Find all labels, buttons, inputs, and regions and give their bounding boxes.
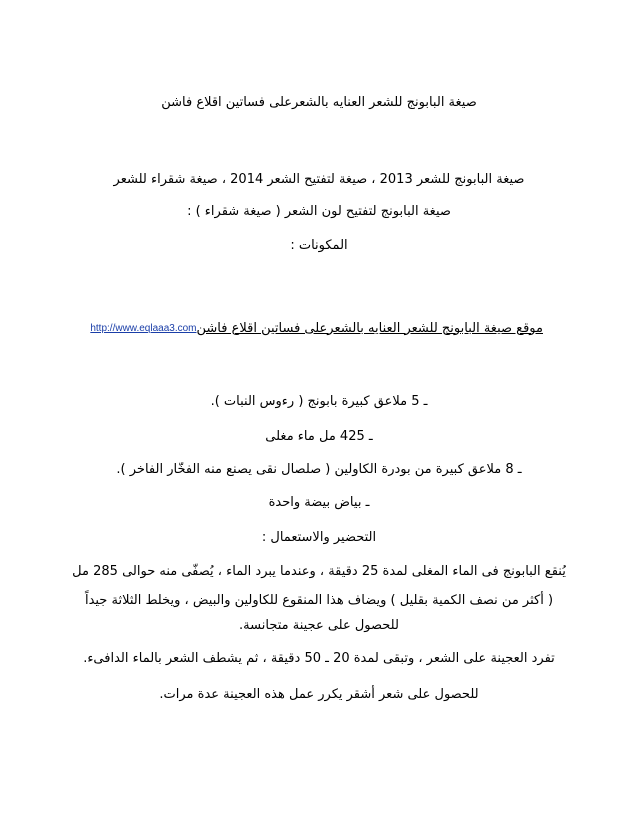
site-link-url[interactable]: http://www.eqlaaa3.com	[90, 322, 197, 334]
site-link-title[interactable]: موقع صيغة البابونج للشعر العنايه بالشعرعلى فساتين اقلاع فاشن	[196, 320, 543, 336]
preparation-step: للحصول على شعر أشقر يكرر عمل هذه العجينة عدة مرات.	[159, 687, 479, 702]
ingredients-heading: المكونات :	[290, 238, 348, 253]
ingredient-item: ـ بياض بيضة واحدة	[268, 495, 370, 510]
preparation-step: ( أكثر من نصف الكمية بقليل ) ويضاف هذا المنقوع للكاولين والبيض ، ويخلط الثلاثة جيداً	[84, 593, 554, 608]
document-subtitle: صيغة البابونج للشعر 2013 ، صيغة لتفتيح الشعر 2014 ، صيغة شقراء للشعر	[113, 172, 525, 187]
ingredient-item: ـ 425 مل ماء مغلى	[265, 429, 373, 444]
preparation-step: تفرد العجينة على الشعر ، وتبقى لمدة 20 ـ 50 دقيقة ، ثم يشطف الشعر بالماء الدافىء.	[83, 651, 555, 666]
ingredient-item: ـ 5 ملاعق كبيرة بابونج ( رءوس النبات ).	[210, 394, 428, 409]
site-link-row	[90, 318, 543, 338]
preparation-step: للحصول على عجينة متجانسة.	[239, 618, 399, 633]
document-title: صيغة البابونج للشعر العنايه بالشعرعلى فساتين اقلاع فاشن	[161, 95, 477, 110]
ingredient-item: ـ 8 ملاعق كبيرة من بودرة الكاولين ( صلصال نقى يصنع منه الفخّار الفاخر ).	[116, 462, 522, 477]
preparation-heading: التحضير والاستعمال :	[261, 530, 377, 545]
preparation-step: يُنقع البابونج فى الماء المغلى لمدة 25 دقيقة ، وعندما يبرد الماء ، يُصفّى منه حوالى 285 مل	[72, 564, 566, 579]
formula-heading: صيغة البابونج لتفتيح لون الشعر ( صيغة شقراء ) :	[187, 204, 451, 219]
